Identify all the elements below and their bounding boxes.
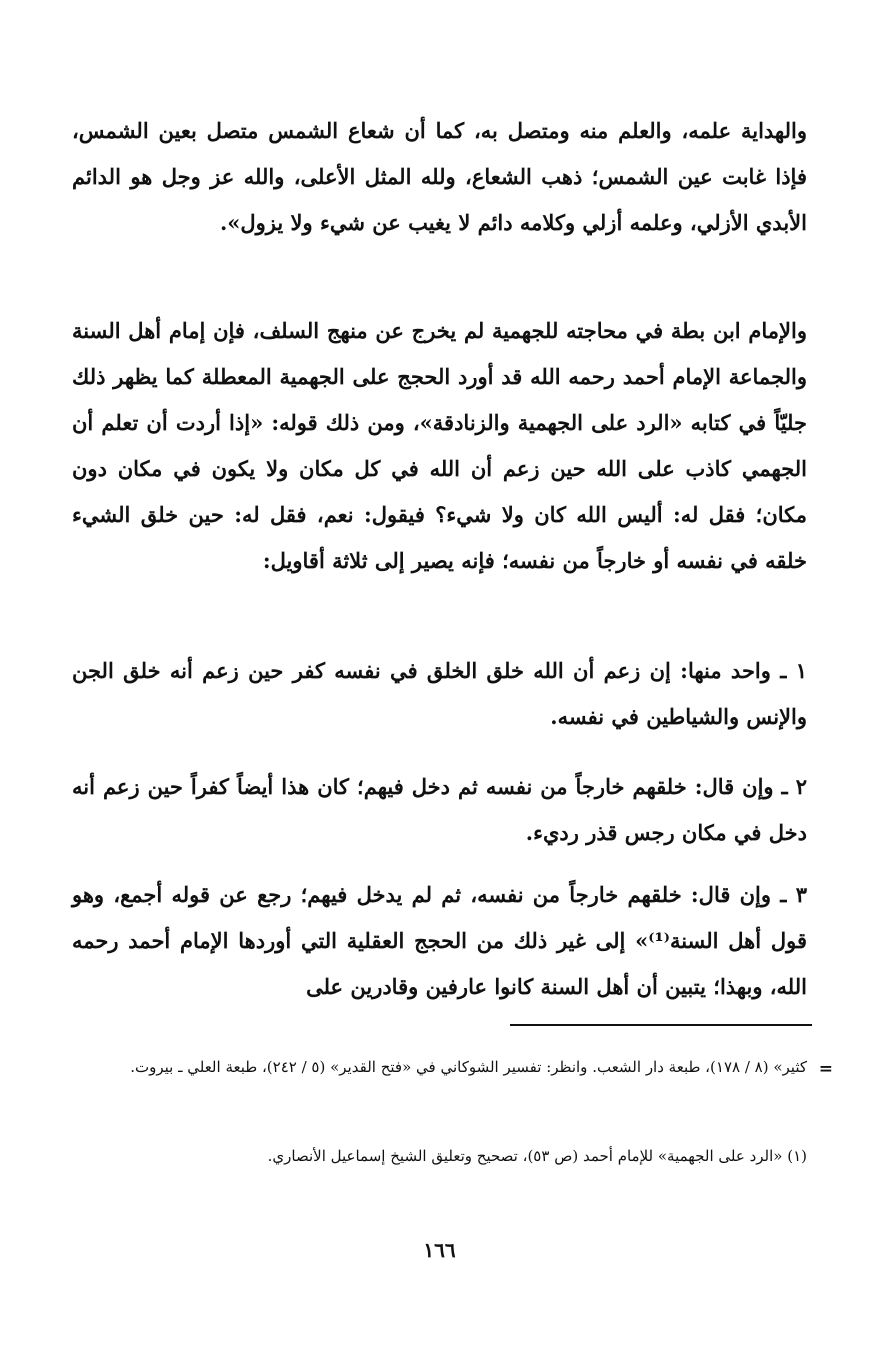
body-paragraph-5: ٣ ـ وإن قال: خلقهم خارجاً من نفسه، ثم لم يدخل فيهم؛ رجع عن قوله أجمع، وهو قول أهل السنة⁽¹⁾» إلى غير ذلك من الحجج العقلية التي أوردها الإمام أحمد رحمه الله، وبهذا؛ يتبين أن أهل السنة كانوا عارفين وقادرين على <box>72 882 807 999</box>
footnote-continuation-mark: = <box>818 1059 833 1079</box>
footnote-divider <box>510 1024 812 1026</box>
body-paragraph-1: والهداية علمه، والعلم منه ومتصل به، كما أن شعاع الشمس متصل بعين الشمس، فإذا غابت عين الشمس؛ ذهب الشعاع، ولله المثل الأعلى، والله عز وجل هو الدائم الأبدي الأزلي، وعلمه أزلي وكلامه دائم لا يغيب عن شيء ولا يزول». <box>72 118 807 235</box>
footnote-continuation: كثير» (٨ / ١٧٨)، طبعة دار الشعب. وانظر: تفسير الشوكاني في «فتح القدير» (٥ / ٢٤٢)، طبعة العلي ـ بيروت. <box>130 1058 807 1076</box>
page-number: ١٦٦ <box>423 1238 456 1262</box>
body-paragraph-4: ٢ ـ وإن قال: خلقهم خارجاً من نفسه ثم دخل فيهم؛ كان هذا أيضاً كفراً حين زعم أنه دخل في مكان رجس قذر رديء. <box>72 774 807 845</box>
body-paragraph-3: ١ ـ واحد منها: إن زعم أن الله خلق الخلق في نفسه كفر حين زعم أنه خلق الجن والإنس والشياطين في نفسه. <box>72 658 807 729</box>
footnote-1: (١) «الرد على الجهمية» للإمام أحمد (ص ٥٣)، تصحيح وتعليق الشيخ إسماعيل الأنصاري. <box>267 1147 807 1165</box>
body-paragraph-2: والإمام ابن بطة في محاجته للجهمية لم يخرج عن منهج السلف، فإن إمام أهل السنة والجماعة الإمام أحمد رحمه الله قد أورد الحجج على الجهمية المعطلة كما يظهر ذلك جليّاً في كتابه «الرد على الجهمية والزنادقة»، ومن ذلك قوله: «إذا أردت أن تعلم أن الجهمي كاذب على الله حين زعم أن الله في كل مكان ولا يكون في مكان دون مكان؛ فقل له: أليس الله كان ولا شيء؟ فيقول: نعم، فقل له: حين خلق الشيء خلقه في نفسه أو خارجاً من نفسه؛ فإنه يصير إلى ثلاثة أقاويل: <box>72 318 807 573</box>
